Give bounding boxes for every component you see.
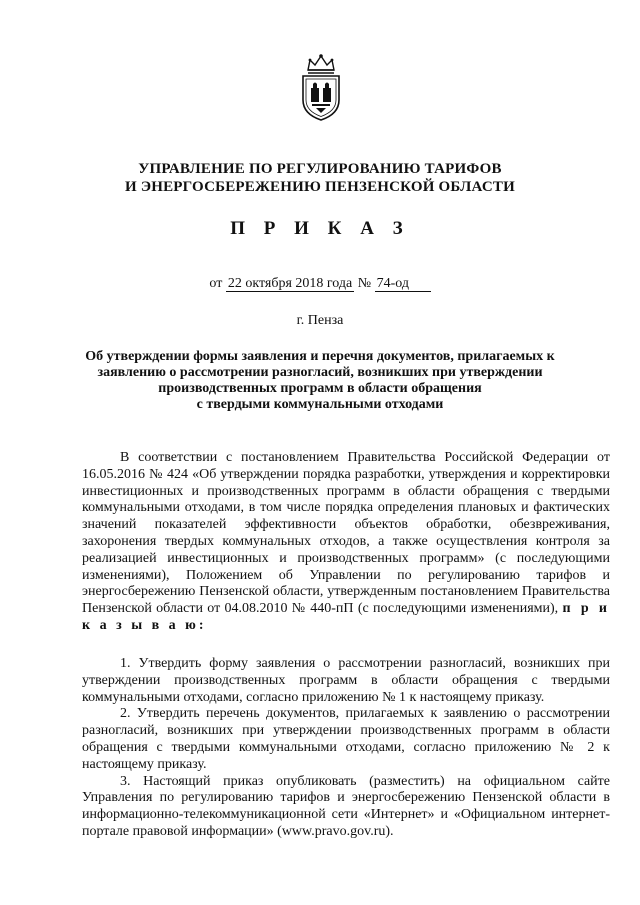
subject-line4: с твердыми коммунальными отходами [196,397,444,412]
preamble-paragraph [82,450,610,635]
order-date-number-line [0,276,640,292]
order-item-1: 1. Утвердить форму заявления о рассмотрении разногласий, возникших при утверждении производственных программ в области обращения с твердыми коммунальными отходами, согласно приложению № 1 к настоящему приказу. [82,656,610,705]
city: г. Пенза [296,313,344,328]
order-item-2: 2. Утвердить перечень документов, прилагаемых к заявлению о рассмотрении разногласий, возникших при утверждении производственных программ в области обращения с твердыми коммунальными отходами, согласно приложению № 2 к настоящему приказу. [82,706,610,772]
subject-line1: Об утверждении формы заявления и перечня документов, прилагаемых к [85,349,555,364]
number-prefix: № [357,276,372,291]
agency-name-line2: И ЭНЕРГОСБЕРЕЖЕНИЮ ПЕНЗЕНСКОЙ ОБЛАСТИ [125,179,515,195]
agency-name [0,160,640,196]
subject-line3: производственных программ в области обращения [158,381,482,396]
order-date: 22 октября 2018 года [227,276,353,291]
subject-line2: заявлению о рассмотрении разногласий, возникших при утверждении [97,365,543,380]
order-subject [70,349,570,413]
order-number: 74-од [375,276,431,292]
coat-of-arms-emblem [298,52,344,122]
document-type-title: П Р И К А З [230,218,410,239]
order-word: п р и к а з ы в а ю: [82,601,610,633]
agency-name-line1: УПРАВЛЕНИЕ ПО РЕГУЛИРОВАНИЮ ТАРИФОВ [138,161,502,177]
date-prefix: от [209,276,223,291]
order-item-3: 3. Настоящий приказ опубликовать (разместить) на официальном сайте Управления по регулированию тарифов и энергосбережению Пензенской области в информационно-телекоммуникационной сети «Интернет» и «Официальном интернет-портале правовой информации» (www.pravo.gov.ru). [82,773,610,839]
preamble-text: В соответствии с постановлением Правительства Российской Федерации от 16.05.2016 № 424 «Об утверждении порядка разработки, утверждения и корректировки инвестиционных и производственных программ в области обращения с твердыми коммунальными отходами, в том числе порядка определения плановых и фактических значений показателей эффективности объектов обработки, обезвреживания, захоронения твердых коммунальных отходов, а также осуществления контроля за реализацией инвестиционных и производственных программ» (с последующими изменениями), Положением об Управлении по регулированию тарифов и энергосбережению Пензенской области, утвержденным постановлением Правительства Пензенской области от 04.08.2010 № 440-пП (с последующими изменениями), [82,450,610,617]
order-items [82,656,610,841]
